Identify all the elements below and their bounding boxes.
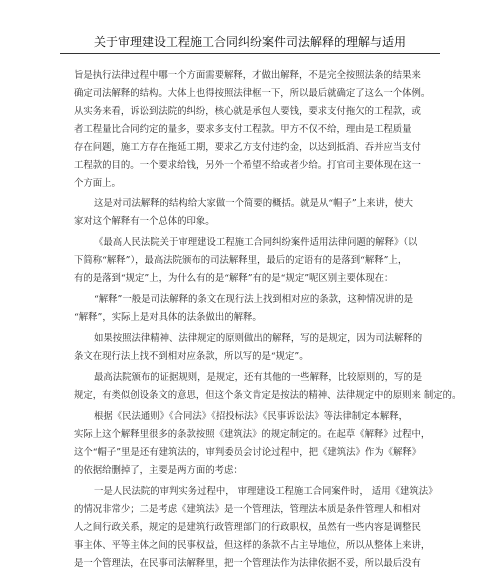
text-line: 最高法院颁布的证据规则，是规定，还有其他的一些解释，比较原则的，写的是: [94, 372, 423, 383]
text-line: 确定司法解释的结构。大体上也得按照法律框一下，所以最后就确定了这么一个体例。: [74, 88, 431, 99]
text-line: 家对这个解释有一个总体的印象。: [74, 216, 215, 227]
text-line: 人之间行政关系，规定的是建筑行政管理部门的行政职权，虽然有一些内容是调整民: [74, 522, 421, 533]
text-line: 下简称“解释”），最高法院颁布的司法解释里，最后的定语有的是落到“解释”上，: [74, 255, 408, 266]
text-line: 的情况非常少；二是考虑《建筑法》是一个管理法，管理法本质是条件管理人和相对: [74, 504, 421, 515]
running-header: 关于审理建设工程施工合同纠纷案件司法解释的理解与适用: [93, 35, 406, 49]
text-line: 存在问题，施工方存在拖延工期，要求乙方支付违约金，以达到抵消、吞并应当支付: [74, 142, 421, 153]
text-line: “解释”，实际上是对具体的法条做出的解释。: [74, 312, 262, 323]
text-line: 条文在现行法上找不到相对应条款，所以写的是“规定”。: [74, 351, 309, 362]
text-line: 是一个管理法，在民事司法解释里，把一个管理法作为法律依据不妥，所以最后没有: [74, 558, 421, 569]
text-line: 规定，有类似创设条文的意思，但这个条文肯定是按法的精神、法律规定中的原则来 制定的。: [74, 390, 462, 401]
text-line: 《最高人民法院关于审理建设工程施工合同纠纷案件适用法律问题的解释》（以: [94, 237, 418, 248]
text-line: 从实务来看，诉讼到法院的纠纷，核心就是承包人要钱，要求支付拖欠的工程款，或: [74, 106, 421, 117]
header-divider: [60, 53, 440, 54]
text-line: 实际上这个解释里很多的条款按照《建筑法》的规定制定的。在起草《解释》过程中，: [74, 429, 431, 440]
text-line: 有的是落到“规定”上，为什么有的是“解释”有的是“规定”呢区别主要体现在：: [74, 273, 394, 284]
text-line: 这是对司法解释的结构给大家做一个简要的概括。就是从“帽子”上来讲，使大: [94, 198, 413, 209]
text-line: 旨是执行法律过程中哪一个方面需要解释，才做出解释，不是完全按照法条的结果来: [74, 70, 421, 81]
text-line: 工程款的目的。一个要求给钱，另外一个希望不给或者少给。打官司主要体现在这一: [74, 160, 421, 171]
text-line: 如果按照法律精神、法律规定的原则做出的解释，写的是规定，因为司法解释的: [94, 333, 423, 344]
text-line: 的依据给删掉了，主要是两方面的考虑：: [74, 465, 243, 476]
text-line: 根据《民法通则》《合同法》《招投标法》《民事诉讼法》等法律制定本解释，: [94, 411, 409, 422]
text-line: 这个“帽子”里是还有建筑法的，审判委员会讨论过程中，把《建筑法》作为《解释》: [74, 447, 422, 458]
text-line: 事主体、平等主体之间的民事权益，但这样的条款不占主导地位，所以从整体上来讲，: [74, 540, 431, 551]
text-line: 一是人民法院的审判实务过程中， 审理建设工程施工合同案件时， 适用《建筑法》: [94, 486, 438, 497]
text-line: 个方面上。: [74, 178, 121, 189]
text-line: 者工程量比合同约定的量多，要求多支付工程款。甲方不仅不给，理由是工程质量: [74, 124, 412, 135]
text-line: “解释”一般是司法解释的条文在现行法上找到相对应的条款，这种情况讲的是: [94, 294, 413, 305]
